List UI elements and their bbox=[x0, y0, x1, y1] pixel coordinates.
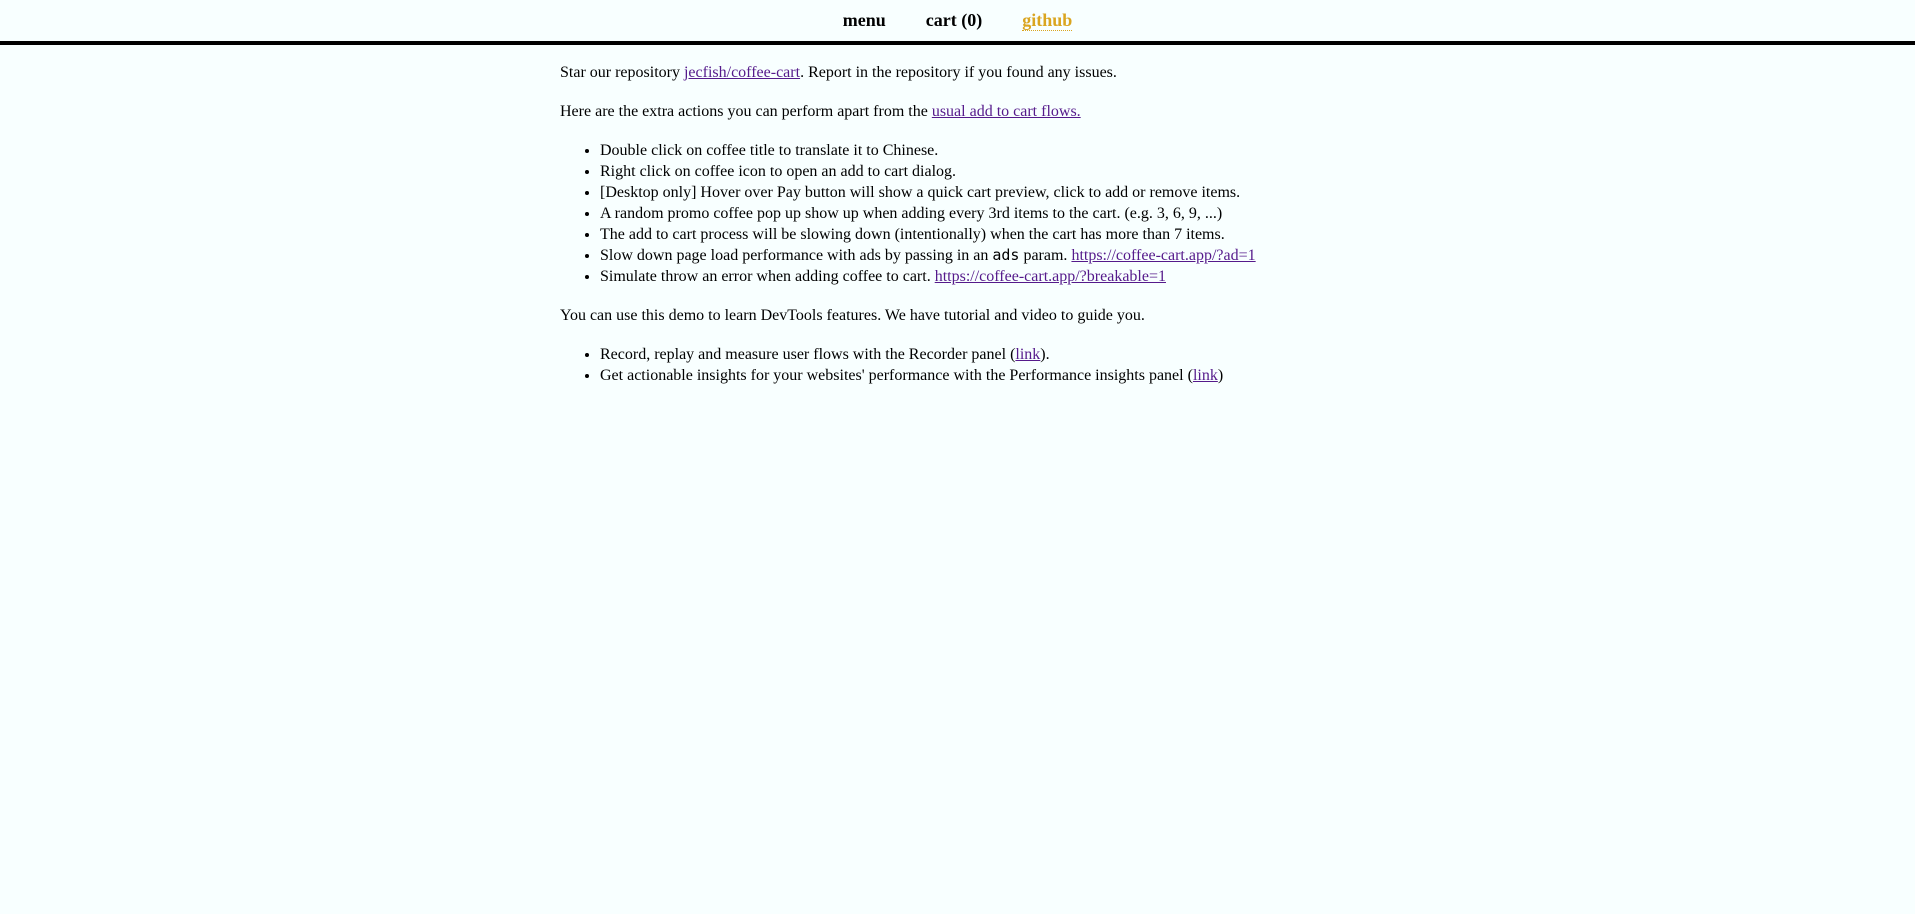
list-item: • Double click on coffee title to translate it to Chinese. bbox=[600, 140, 1360, 161]
list-item bbox=[600, 245, 1360, 266]
list-item bbox=[600, 365, 1360, 386]
usual-flows-link[interactable]: usual add to cart flows. bbox=[931, 103, 1081, 120]
github-page-content bbox=[560, 62, 1360, 404]
cart-link[interactable]: cart (0) bbox=[925, 10, 983, 30]
performance-prefix-text: Get actionable insights for your websites' performance with the Performance insights panel ( bbox=[600, 367, 1193, 384]
nav-item-menu bbox=[843, 10, 886, 30]
star-suffix-text: . Report in the repository if you found any issues. bbox=[800, 64, 1117, 81]
nav-item-cart bbox=[926, 10, 982, 30]
recorder-link[interactable]: link bbox=[1015, 346, 1041, 363]
extra-actions-list bbox=[560, 140, 1360, 287]
nav-item-github bbox=[1022, 10, 1072, 30]
list-item: • Right click on coffee icon to open an add to cart dialog. bbox=[600, 161, 1360, 182]
list-item bbox=[600, 344, 1360, 365]
star-prefix-text: Star our repository bbox=[560, 64, 684, 81]
devtools-list bbox=[560, 344, 1360, 386]
top-nav bbox=[0, 0, 1915, 45]
list-item: • A random promo coffee pop up show up when adding every 3rd items to the cart. (e.g. 3, 6, 9, ...) bbox=[600, 203, 1360, 224]
ads-prefix-text: Slow down page load performance with ads by passing in an bbox=[600, 247, 993, 264]
recorder-prefix-text: Record, replay and measure user flows with the Recorder panel ( bbox=[600, 346, 1016, 363]
list-item bbox=[600, 266, 1360, 287]
ads-param-code: ads bbox=[992, 246, 1020, 264]
breakable-url-link[interactable]: https://coffee-cart.app/?breakable=1 bbox=[934, 268, 1166, 285]
menu-link[interactable]: menu bbox=[842, 10, 886, 30]
ads-url-link[interactable]: https://coffee-cart.app/?ad=1 bbox=[1071, 247, 1256, 264]
devtools-intro-paragraph: You can use this demo to learn DevTools features. We have tutorial and video to guide you. bbox=[560, 307, 1145, 324]
performance-suffix-text: ) bbox=[1217, 367, 1224, 384]
breakable-prefix-text: Simulate throw an error when adding coffee to cart. bbox=[600, 268, 935, 285]
extra-prefix-text: Here are the extra actions you can perform apart from the bbox=[560, 103, 932, 120]
repo-link[interactable]: jecfish/coffee-cart bbox=[683, 64, 801, 81]
recorder-suffix-text: ). bbox=[1040, 346, 1050, 363]
list-item: • The add to cart process will be slowing down (intentionally) when the cart has more than 7 items. bbox=[600, 224, 1360, 245]
star-repo-paragraph bbox=[560, 62, 1360, 83]
nav-list bbox=[823, 0, 1093, 30]
github-link[interactable]: github bbox=[1022, 10, 1073, 30]
performance-insights-link[interactable]: link bbox=[1192, 367, 1218, 384]
list-item: • [Desktop only] Hover over Pay button will show a quick cart preview, click to add or remove items. bbox=[600, 182, 1360, 203]
ads-suffix-text: param. bbox=[1019, 247, 1072, 264]
extra-actions-paragraph bbox=[560, 101, 1360, 122]
